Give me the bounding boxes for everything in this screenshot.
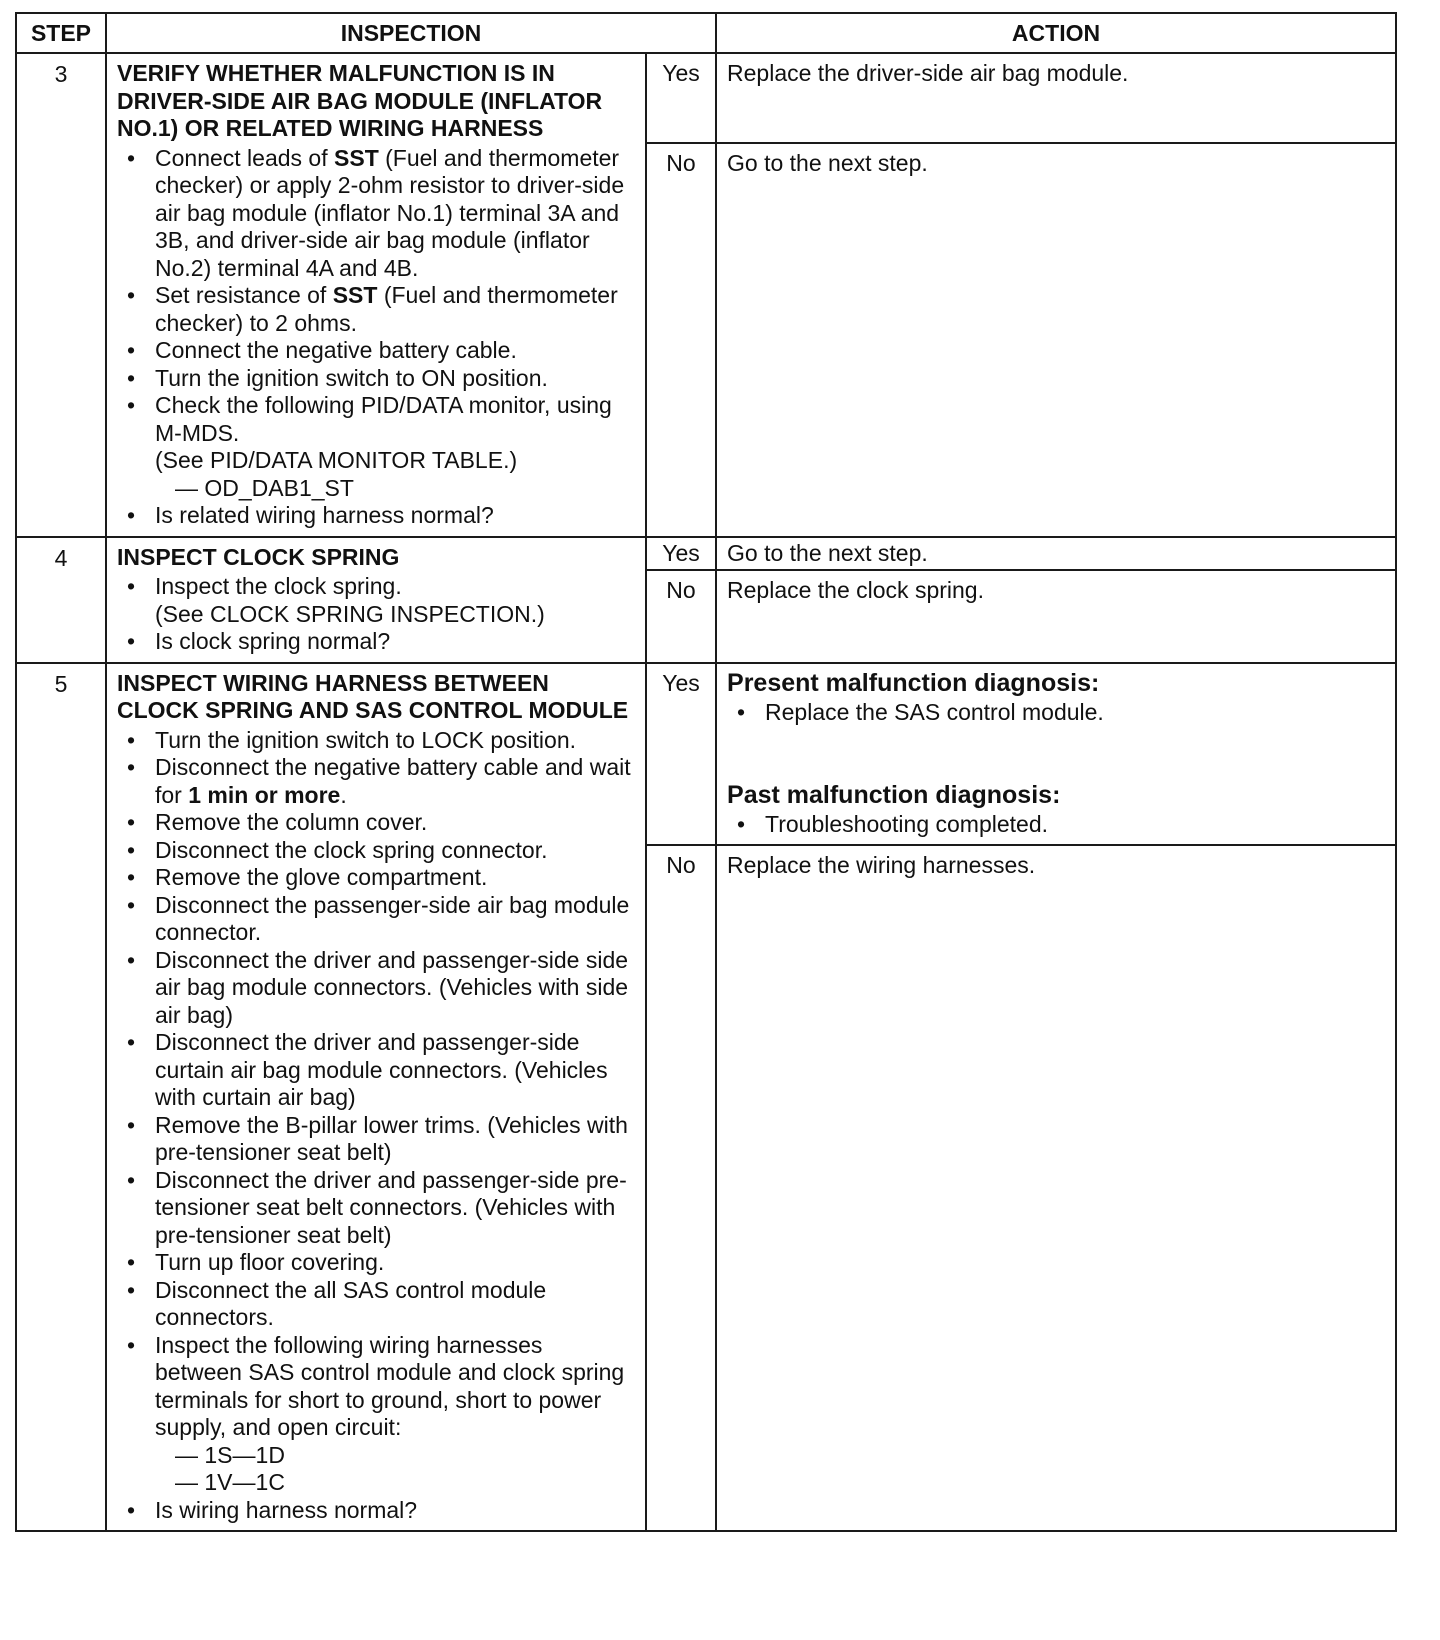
step-4-row-yes [16, 537, 1396, 570]
step-number: 4 [16, 537, 106, 663]
inspection-list [117, 573, 635, 656]
list-item: • Disconnect the clock spring connector. [117, 837, 635, 865]
no-action: Replace the wiring harnesses. [716, 845, 1396, 1532]
list-item: • Disconnect the driver and passenger-side side air bag module connectors. (Vehicles with side air bag) [117, 947, 635, 1030]
yes-action: Go to the next step. [716, 537, 1396, 570]
list-item: • Disconnect the negative battery cable and wait for 1 min or more. [117, 754, 635, 809]
header-row [16, 13, 1396, 53]
list-item: • Troubleshooting completed. [727, 811, 1385, 838]
present-diagnosis-heading: Present malfunction diagnosis: [727, 668, 1100, 697]
no-action: Go to the next step. [716, 143, 1396, 537]
list-item: • Remove the column cover. [117, 809, 635, 837]
list-item: • Is clock spring normal? [117, 628, 635, 656]
see-reference: (See PID/DATA MONITOR TABLE.) [155, 447, 518, 473]
past-diagnosis-heading: Past malfunction diagnosis: [727, 780, 1061, 809]
yes-label: Yes [646, 53, 716, 143]
list-item: • Inspect the clock spring. (See CLOCK SPRING INSPECTION.) [117, 573, 635, 628]
troubleshooting-page [15, 12, 1395, 1532]
no-label: No [646, 570, 716, 663]
list-item: • Disconnect the driver and passenger-side pre-tensioner seat belt connectors. (Vehicles with pre-tensioner seat belt) [117, 1167, 635, 1250]
list-item: • Set resistance of SST (Fuel and thermometer checker) to 2 ohms. [117, 282, 635, 337]
yes-action: Replace the driver-side air bag module. [716, 53, 1396, 143]
list-item: • Disconnect the driver and passenger-side curtain air bag module connectors. (Vehicles with curtain air bag) [117, 1029, 635, 1112]
list-item: • Turn the ignition switch to LOCK position. [117, 727, 635, 755]
header-action: ACTION [716, 13, 1396, 53]
step-5-row-yes [16, 663, 1396, 845]
list-item: • Check the following PID/DATA monitor, using M-MDS. (See PID/DATA MONITOR TABLE.) — OD_DAB1_ST [117, 392, 635, 502]
list-item: • Turn up floor covering. [117, 1249, 635, 1277]
header-inspection: INSPECTION [106, 13, 716, 53]
list-item: • Connect the negative battery cable. [117, 337, 635, 365]
inspection-list [117, 145, 635, 530]
diagnostic-table [15, 12, 1397, 1532]
list-item: • Replace the SAS control module. [727, 699, 1385, 726]
list-item: • Is wiring harness normal? [117, 1497, 635, 1525]
step-4-inspection [106, 537, 646, 663]
yes-label: Yes [646, 663, 716, 845]
no-label: No [646, 143, 716, 537]
step-number: 3 [16, 53, 106, 537]
inspection-title: INSPECT CLOCK SPRING [117, 543, 400, 570]
list-item: • Inspect the following wiring harnesses between SAS control module and clock spring terminals for short to ground, short to power supply, and open circuit: — 1S—1D — 1V—1C [117, 1332, 635, 1497]
no-action: Replace the clock spring. [716, 570, 1396, 663]
list-item: • Connect leads of SST (Fuel and thermometer checker) or apply 2-ohm resistor to driver-side air bag module (inflator No.1) terminal 3A and 3B, and driver-side air bag module (inflator No.2) terminal 4A and 4B. [117, 145, 635, 283]
yes-action [716, 663, 1396, 845]
inspection-title: INSPECT WIRING HARNESS BETWEEN CLOCK SPRING AND SAS CONTROL MODULE [117, 669, 629, 723]
step-5-inspection [106, 663, 646, 1532]
list-item: • Remove the glove compartment. [117, 864, 635, 892]
list-item: • Remove the B-pillar lower trims. (Vehicles with pre-tensioner seat belt) [117, 1112, 635, 1167]
no-label: No [646, 845, 716, 1532]
step-3-inspection [106, 53, 646, 537]
yes-label: Yes [646, 537, 716, 570]
list-item: • Disconnect the all SAS control module connectors. [117, 1277, 635, 1332]
harness-item: — 1V—1C [175, 1469, 285, 1495]
inspection-list [117, 727, 635, 1525]
header-step: STEP [16, 13, 106, 53]
present-diagnosis-list [727, 699, 1385, 726]
step-3-row-yes [16, 53, 1396, 143]
step-number: 5 [16, 663, 106, 1532]
past-diagnosis-list [727, 811, 1385, 838]
list-item: • Turn the ignition switch to ON position. [117, 365, 635, 393]
harness-item: — 1S—1D [175, 1441, 285, 1468]
see-reference: (See CLOCK SPRING INSPECTION.) [155, 600, 545, 627]
list-item: • Disconnect the passenger-side air bag module connector. [117, 892, 635, 947]
pid-item: — OD_DAB1_ST [175, 474, 354, 501]
list-item: • Is related wiring harness normal? [117, 502, 635, 530]
inspection-title: VERIFY WHETHER MALFUNCTION IS IN DRIVER-SIDE AIR BAG MODULE (INFLATOR NO.1) OR RELATED WIRING HARNESS [117, 60, 603, 141]
